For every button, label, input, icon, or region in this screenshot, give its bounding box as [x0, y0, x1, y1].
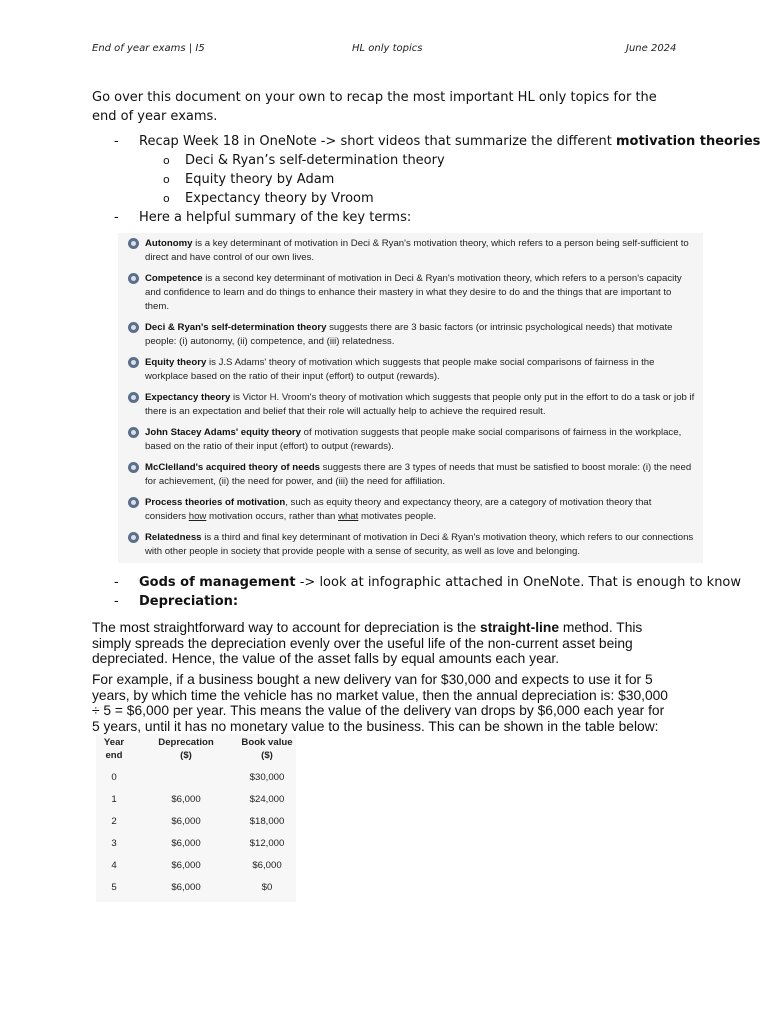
key-terms-image [118, 233, 703, 563]
key-term: Equity theory [145, 357, 207, 368]
bullet-text: Recap Week 18 in OneNote -> short videos that summarize the different [139, 134, 616, 149]
sub-list-item [114, 151, 694, 170]
bullet-dash: - [114, 210, 119, 225]
bullet-text: -> look at infographic attached in OneNote. That is enough to know [295, 575, 742, 590]
table-header-line: Year [103, 737, 125, 748]
table-cell-year: 3 [111, 838, 117, 849]
table-header-line: end [105, 750, 123, 761]
table-cell-book-value: $0 [261, 882, 273, 893]
key-term-definition: , such as equity theory and expectancy theory, are a category of motivation theory that considers [145, 497, 652, 523]
sub-list-item [114, 189, 694, 208]
sub-bullet-text: Equity theory by Adam [185, 172, 335, 187]
key-term: Autonomy [145, 238, 193, 249]
key-term-definition: is Victor H. Vroom's theory of motivation which suggests that people only put in the effort to do a task or job if there is an expectation and belief that their role will actually help to achieve the required result. [145, 392, 695, 418]
list-item [114, 573, 742, 592]
table-cell-year: 4 [111, 860, 117, 871]
table-cell-year: 1 [111, 794, 117, 805]
key-term: Process theories of motivation [145, 497, 286, 508]
key-term-definition: suggests there are 3 types of needs that must be satisfied to boost morale: (i) the need for achievement, (ii) the need for power, and (iii) the need for affiliation. [145, 462, 692, 488]
table-cell-book-value: $30,000 [249, 772, 285, 783]
key-term: McClelland's acquired theory of needs [145, 462, 321, 473]
globe-bullet-icon [128, 392, 139, 403]
key-term: Competence [145, 273, 203, 284]
header-topic: HL only topics [352, 43, 423, 54]
sub-bullet-marker: o [163, 192, 170, 205]
paragraph-bold-text: straight-line [480, 620, 559, 635]
depreciation-paragraph [92, 620, 672, 667]
table-cell-book-value: $18,000 [249, 816, 285, 827]
table-cell-year: 5 [111, 882, 117, 893]
bullet-bold-text: Gods of management [139, 575, 296, 590]
depreciation-table [96, 734, 296, 902]
key-term-definition: suggests there are 3 basic factors (or intrinsic psychological needs) that motivate people: (i) autonomy, (ii) competence, and (iii) relatedness. [145, 322, 673, 348]
table-cell-depreciation: $6,000 [171, 838, 201, 849]
key-term-definition: of motivation suggests that people make social comparisons of fairness in the workplace, based on the ratio of their input (effort) to output (rewards). [145, 427, 682, 453]
globe-bullet-icon [128, 238, 139, 249]
key-term: John Stacey Adams' equity theory [145, 427, 302, 438]
sub-bullet-text: Expectancy theory by Vroom [185, 191, 374, 206]
table-cell-depreciation: $6,000 [171, 794, 201, 805]
table-cell-book-value: $6,000 [252, 860, 282, 871]
key-term-definition: motivation occurs, rather than [206, 511, 339, 523]
table-cell-depreciation: $6,000 [171, 860, 201, 871]
globe-bullet-icon [128, 427, 139, 438]
bullet-dash: - [114, 134, 119, 149]
key-term-definition: motivates people. [358, 511, 437, 523]
bullet-dash: - [114, 575, 119, 590]
header-course: End of year exams | I5 [92, 43, 205, 54]
globe-bullet-icon [128, 532, 139, 543]
bullet-dash: - [114, 594, 119, 609]
key-term-definition: is a key determinant of motivation in Deci & Ryan's motivation theory, which refers to a person being self-sufficient to direct and have control of our own lives. [145, 238, 689, 264]
sub-bullet-text: Deci & Ryan’s self-determination theory [185, 153, 445, 168]
key-term: Relatedness [145, 532, 202, 543]
table-header-line: Deprecation [158, 737, 214, 748]
bullet-list [114, 132, 761, 227]
sub-bullet-marker: o [163, 154, 170, 167]
table-header-line: Book value [241, 737, 293, 748]
key-term: Deci & Ryan's self-determination theory [145, 322, 327, 333]
table-header-book-value [232, 736, 302, 762]
table-header-year [98, 736, 130, 762]
header-date: June 2024 [626, 43, 677, 54]
intro-paragraph: Go over this document on your own to recap the most important HL only topics for the end of year exams. [92, 90, 657, 124]
list-item [114, 132, 761, 151]
table-cell-depreciation: $6,000 [171, 882, 201, 893]
example-paragraph: For example, if a business bought a new delivery van for $30,000 and expects to use it for 5 years, by which time the vehicle has no market value, then the annual depreciation is: $30,000 ÷ 5 = $6,000 per year. This means the value of the delivery van drops by $6,000 each year for 5 years, until it has no monetary value to the business. This can be shown in the table below: [92, 672, 668, 734]
globe-bullet-icon [128, 273, 139, 284]
bullet-bold-text: motivation theories [615, 134, 761, 149]
table-cell-book-value: $12,000 [249, 838, 285, 849]
table-cell-depreciation: $6,000 [171, 816, 201, 827]
list-item [114, 208, 694, 227]
underlined-word: how [188, 511, 207, 523]
table-cell-year: 2 [111, 816, 117, 827]
bullet-text: Here a helpful summary of the key terms: [139, 210, 412, 225]
table-header-depreciation [146, 736, 226, 762]
key-term-definition: is a third and final key determinant of motivation in Deci & Ryan's motivation theory, which refers to our connections with other people in society that provide people with a sense of security, as well as love and belonging. [145, 532, 694, 558]
table-cell-year: 0 [111, 772, 117, 783]
paragraph-text: The most straightforward way to account for depreciation is the [92, 620, 481, 635]
bullet-bold-text: Depreciation: [139, 594, 239, 609]
paragraph-text: method. This simply spreads the depreciation evenly over the useful life of the non-current asset being depreciated. Hence, the value of the asset falls by equal amounts each year. [92, 620, 643, 667]
sub-bullet-marker: o [163, 173, 170, 186]
table-header-line: ($) [180, 750, 192, 761]
sub-list-item [114, 170, 694, 189]
underlined-word: what [338, 511, 359, 523]
globe-bullet-icon [128, 322, 139, 333]
key-term-definition: is J.S Adams' theory of motivation which suggests that people make social comparisons of fairness in the workplace based on the ratio of their input (effort) to output (rewards). [145, 357, 655, 383]
table-header-line: ($) [261, 750, 273, 761]
globe-bullet-icon [128, 497, 139, 508]
globe-bullet-icon [128, 462, 139, 473]
bullet-list-2 [114, 573, 742, 611]
key-term-definition: is a second key determinant of motivation in Deci & Ryan's motivation theory, which refers to a person's capacity and confidence to learn and do things to enhance their mastery in what they desire to do and the things that are important to them. [145, 273, 682, 313]
key-term: Expectancy theory [145, 392, 231, 403]
globe-bullet-icon [128, 357, 139, 368]
table-cell-book-value: $24,000 [249, 794, 285, 805]
list-item [114, 592, 694, 611]
